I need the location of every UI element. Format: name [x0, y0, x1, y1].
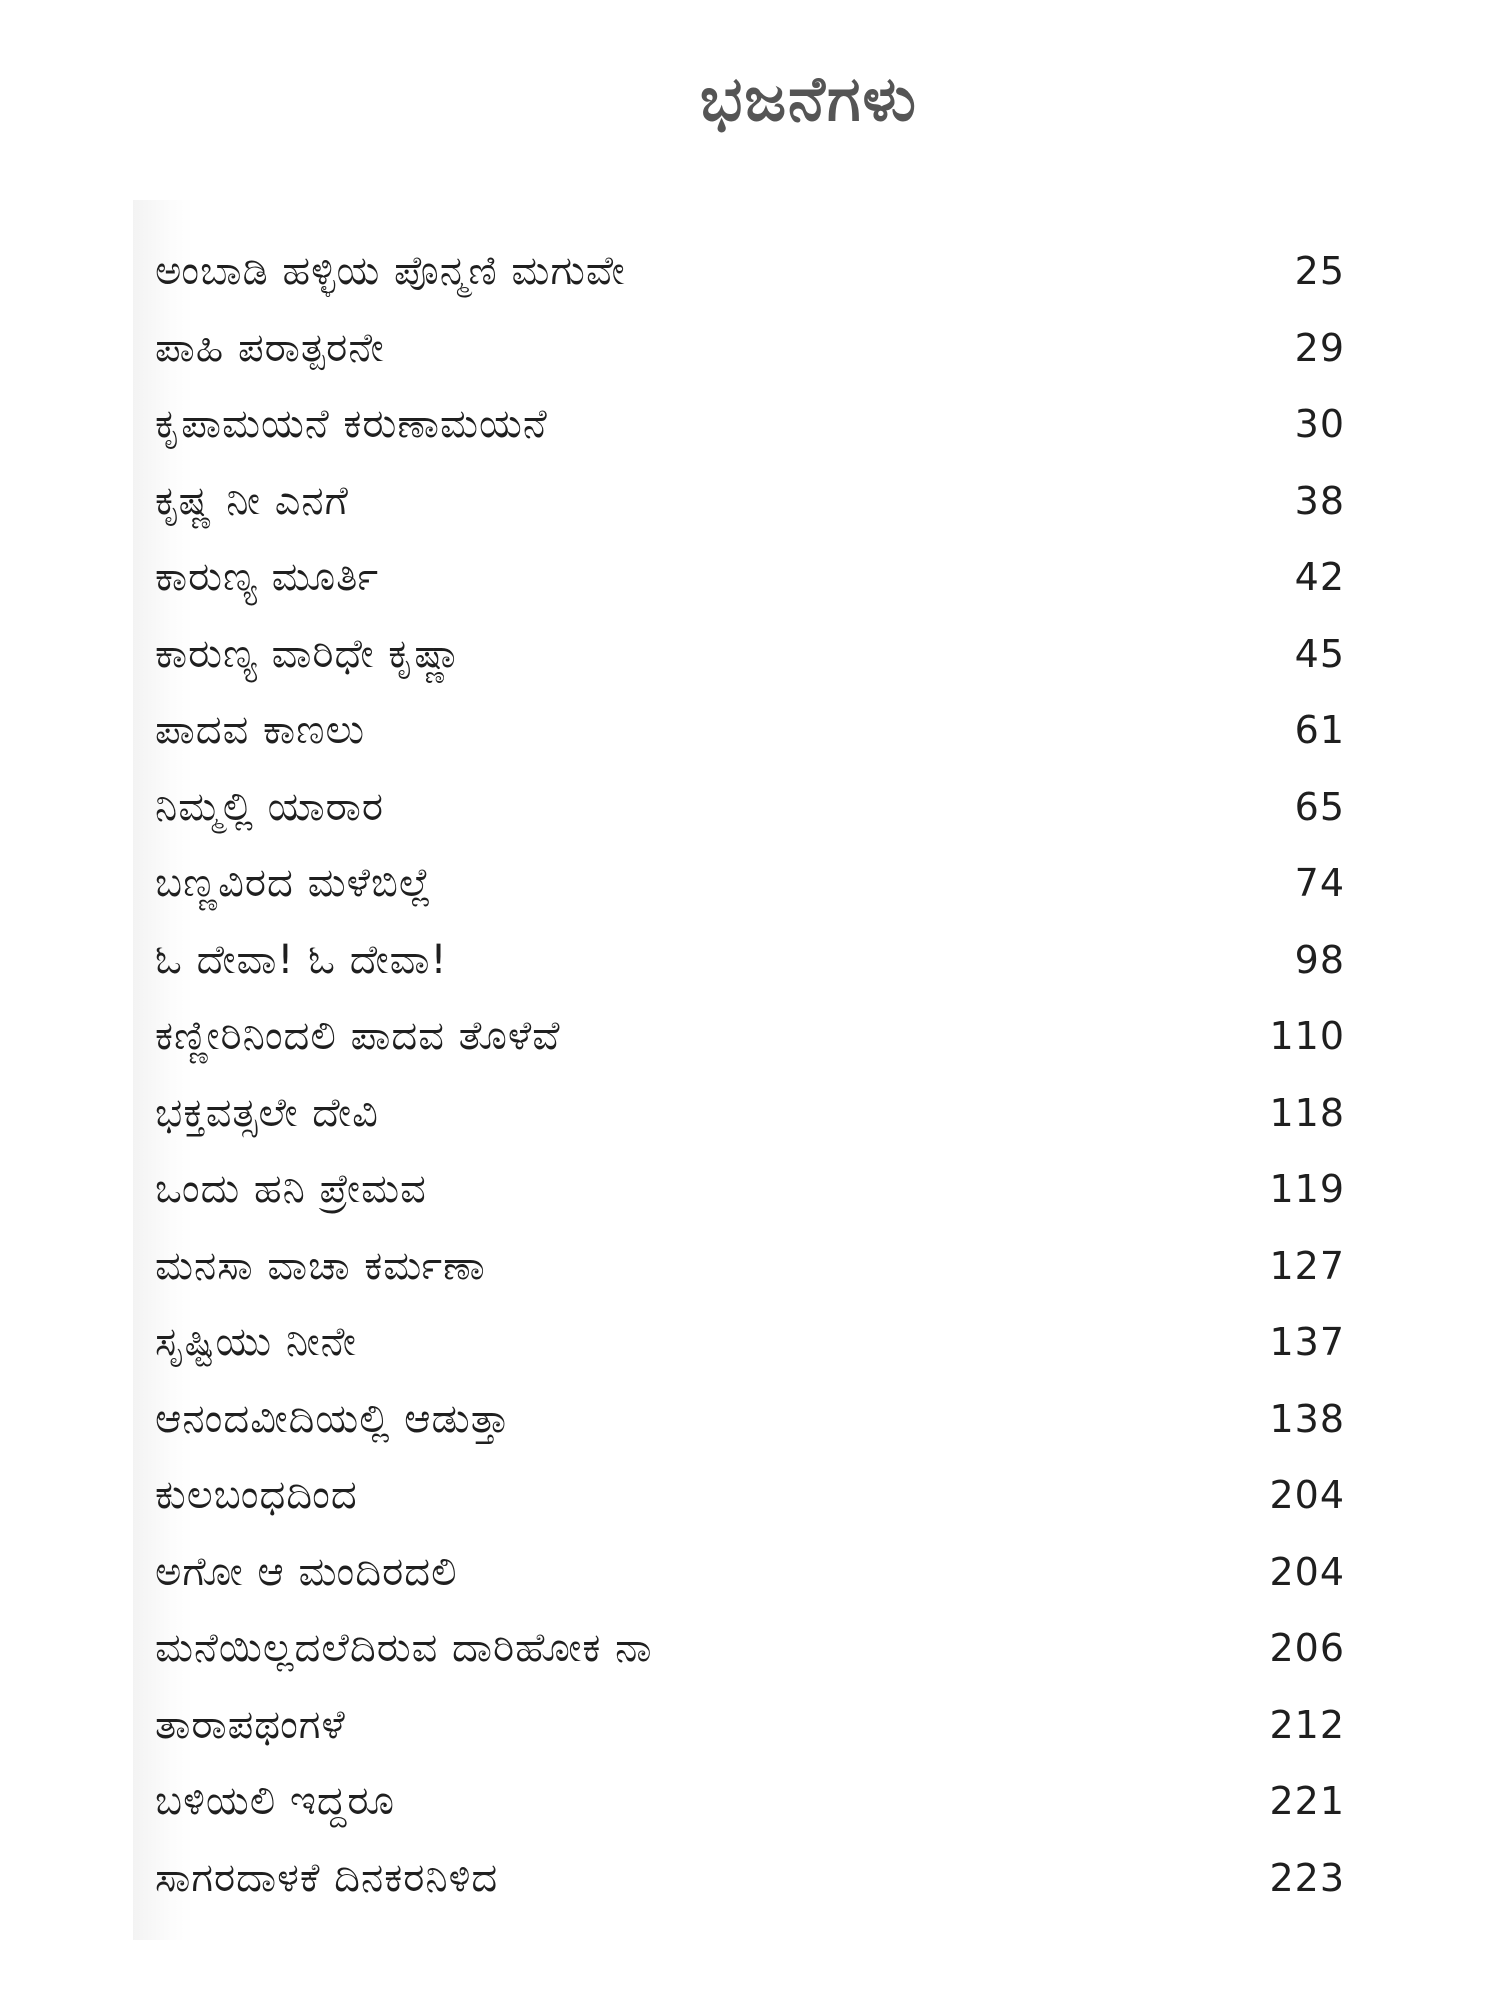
- toc-entry-title: ಅಂಬಾಡಿ ಹಳ್ಳಿಯ ಪೊನ್ಮಣಿ ಮಗುವೇ: [155, 248, 626, 295]
- toc-row: [155, 998, 1345, 1075]
- toc-entry-page: 119: [1269, 1167, 1345, 1212]
- toc-row: [155, 1304, 1345, 1381]
- toc-row: [155, 769, 1345, 846]
- table-of-contents: [155, 233, 1345, 1916]
- toc-entry-title: ನಿಮ್ಮಲ್ಲಿ ಯಾರಾರ: [155, 783, 385, 830]
- toc-entry-page: 223: [1269, 1855, 1345, 1900]
- toc-row: [155, 1534, 1345, 1611]
- toc-entry-title: ಬಳಿಯಲಿ ಇದ್ದರೂ: [155, 1778, 396, 1825]
- toc-entry-title: ಕಾರುಣ್ಯ ಮೂರ್ತಿ: [155, 554, 380, 601]
- toc-entry-page: 25: [1294, 249, 1345, 294]
- toc-entry-page: 137: [1269, 1320, 1345, 1365]
- toc-row: [155, 692, 1345, 769]
- toc-entry-page: 38: [1294, 478, 1345, 523]
- toc-entry-page: 110: [1269, 1014, 1345, 1059]
- page-title: ಭಜನೆಗಳು: [700, 62, 918, 135]
- toc-entry-title: ಒಂದು ಹನಿ ಪ್ರೇಮವ: [155, 1166, 427, 1213]
- toc-entry-page: 29: [1294, 325, 1345, 370]
- toc-entry-title: ಕುಲಬಂಧದಿಂದ: [155, 1472, 358, 1519]
- toc-row: [155, 1687, 1345, 1764]
- toc-entry-title: ತಾರಾಪಥಂಗಳೆ: [155, 1701, 346, 1748]
- toc-entry-page: 30: [1294, 402, 1345, 447]
- toc-entry-page: 65: [1294, 784, 1345, 829]
- toc-entry-title: ಕೃಪಾಮಯನೆ ಕರುಣಾಮಯನೆ: [155, 401, 548, 448]
- toc-entry-title: ಮನೆಯಿಲ್ಲದಲೆದಿರುವ ದಾರಿಹೋಕ ನಾ: [155, 1625, 653, 1672]
- toc-entry-page: 221: [1269, 1779, 1345, 1824]
- toc-row: [155, 1457, 1345, 1534]
- toc-entry-title: ಮನಸಾ ವಾಚಾ ಕರ್ಮಣಾ: [155, 1242, 486, 1289]
- toc-entry-page: 118: [1269, 1090, 1345, 1135]
- scan-bottom-margin: [133, 1940, 1500, 2000]
- toc-row: [155, 310, 1345, 387]
- toc-entry-page: 212: [1269, 1702, 1345, 1747]
- toc-entry-title: ಸಾಗರದಾಳಕೆ ದಿನಕರನಿಳಿದ: [155, 1854, 499, 1901]
- toc-entry-page: 204: [1269, 1473, 1345, 1518]
- toc-entry-title: ಕಾರುಣ್ಯ ವಾರಿಧೇ ಕೃಷ್ಣಾ: [155, 630, 463, 677]
- toc-entry-page: 204: [1269, 1549, 1345, 1594]
- toc-row: [155, 616, 1345, 693]
- toc-entry-page: 74: [1294, 861, 1345, 906]
- toc-row: [155, 233, 1345, 310]
- toc-entry-page: 45: [1294, 631, 1345, 676]
- toc-entry-title: ಆನಂದವೀದಿಯಲ್ಲಿ ಆಡುತ್ತಾ: [155, 1395, 511, 1442]
- toc-entry-title: ಸೃಷ್ಟಿಯು ನೀನೇ: [155, 1319, 357, 1366]
- toc-entry-title: ಅಗೋ ಆ ಮಂದಿರದಲಿ: [155, 1548, 458, 1595]
- toc-entry-title: ಕಣ್ಣೀರಿನಿಂದಲಿ ಪಾದವ ತೊಳೆವೆ: [155, 1013, 561, 1060]
- toc-entry-title: ಪಾದವ ಕಾಣಲು: [155, 707, 366, 754]
- toc-row: [155, 1228, 1345, 1305]
- toc-entry-title: ಕೃಷ್ಣ ನೀ ಎನಗೆ: [155, 477, 349, 524]
- toc-entry-page: 206: [1269, 1626, 1345, 1671]
- toc-row: [155, 922, 1345, 999]
- toc-entry-page: 42: [1294, 555, 1345, 600]
- toc-entry-title: ಓ ದೇವಾ! ಓ ದೇವಾ!: [155, 936, 448, 983]
- toc-row: [155, 539, 1345, 616]
- toc-row: [155, 386, 1345, 463]
- toc-row: [155, 1610, 1345, 1687]
- toc-row: [155, 1381, 1345, 1458]
- toc-entry-title: ಭಕ್ತವತ್ಸಲೇ ದೇವಿ: [155, 1089, 379, 1136]
- toc-entry-page: 61: [1294, 708, 1345, 753]
- toc-row: [155, 1763, 1345, 1840]
- toc-row: [155, 1840, 1345, 1917]
- toc-entry-page: 138: [1269, 1396, 1345, 1441]
- toc-row: [155, 1151, 1345, 1228]
- toc-entry-title: ಬಣ್ಣವಿರದ ಮಳೆಬಿಲ್ಲೆ: [155, 860, 433, 907]
- toc-entry-page: 98: [1294, 937, 1345, 982]
- scan-left-margin: [0, 0, 133, 1940]
- toc-row: [155, 1075, 1345, 1152]
- toc-entry-title: ಪಾಹಿ ಪರಾತ್ಪರನೇ: [155, 324, 385, 371]
- toc-entry-page: 127: [1269, 1243, 1345, 1288]
- toc-row: [155, 463, 1345, 540]
- toc-row: [155, 845, 1345, 922]
